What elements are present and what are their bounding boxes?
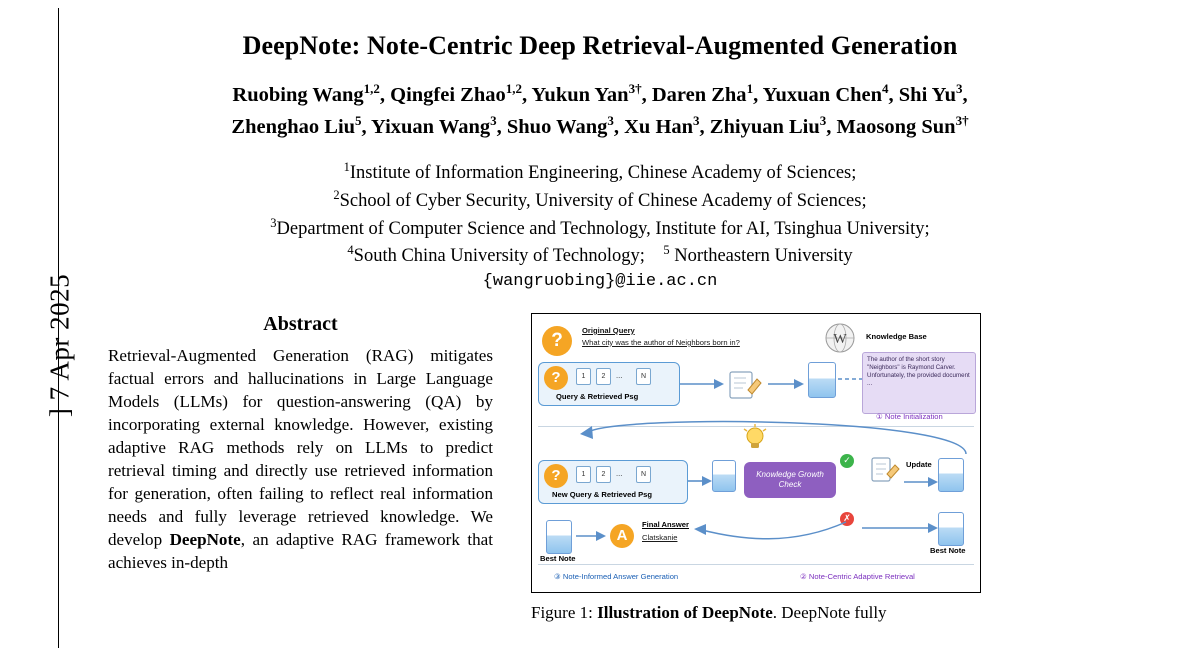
arrow-llm-to-note-1 bbox=[768, 374, 804, 394]
affiliation: $^1$Institute of Information Engineering, Chinese Academy of Sciences; bbox=[343, 160, 857, 184]
abstract-part-2: , an adaptive RAG framework that achieves in-depth bbox=[108, 529, 493, 572]
affiliation-list bbox=[70, 159, 1130, 269]
query-retrieved-label: Query & Retrieved Psg bbox=[556, 391, 639, 401]
passage-ellipsis: ... bbox=[616, 370, 623, 380]
best-note-beaker-right bbox=[938, 512, 964, 546]
new-passage-chip-n: N bbox=[636, 466, 651, 483]
figure-divider-2 bbox=[538, 564, 974, 565]
new-query-retrieved-label: New Query & Retrieved Psg bbox=[552, 489, 653, 499]
arxiv-stamp-text: ] 7 Apr 2025 bbox=[44, 273, 75, 418]
author: Yixuan Wang$^3$ bbox=[371, 112, 497, 138]
knowledge-base-icon bbox=[824, 322, 856, 359]
svg-text:W: W bbox=[833, 331, 847, 347]
best-note-label-right: Best Note bbox=[930, 545, 966, 555]
arrow-bestnote-to-answer bbox=[576, 528, 606, 544]
author: Qingfei Zhao$^{1,2}$ bbox=[390, 81, 522, 107]
author: Ruobing Wang$^{1,2}$ bbox=[232, 81, 380, 107]
paper-page bbox=[70, 0, 1130, 648]
arrow-to-best-note-right bbox=[862, 520, 938, 536]
two-column-body bbox=[70, 313, 1130, 624]
new-passage-chip-2: 2 bbox=[596, 466, 611, 483]
author: Xu Han$^3$ bbox=[624, 112, 700, 138]
arrow-fail-to-answer bbox=[632, 510, 852, 546]
passage-chip-2: 2 bbox=[596, 368, 611, 385]
author-list: Ruobing Wang$^{1,2}$, Qingfei Zhao$^{1,2}$, Yukun Yan$^{3\dagger}$, Daren Zha$^1$, Yuxuan Chen$^4$, Shi Yu$^3$, Zhenghao Liu$^5$, Yixuan Wang$^3$, Shuo Wang$^3$, Xu Han$^3$, Zhiyuan Liu$^3$, Maosong Sun$^{3\dagger}$ bbox=[231, 81, 969, 138]
best-note-beaker-left bbox=[546, 520, 572, 554]
affiliation: $^4$South China University of Technology; $^5$ Northeastern University bbox=[347, 243, 853, 267]
arrow-update-to-note bbox=[904, 474, 938, 490]
figure-caption-label: Figure 1: bbox=[531, 602, 593, 622]
passage-chip-n: N bbox=[636, 368, 651, 385]
question-mark-icon-3: ? bbox=[544, 464, 568, 488]
abstract-text bbox=[108, 345, 493, 575]
abstract-part-1: Retrieval-Augmented Generation (RAG) mitigates factual errors and hallucinations in Large Language Models (LLMs) for question-answering (QA) by incorporating external knowledge. However, existing adaptive RAG methods rely on LLMs to predict retrieval timing and directly use retrieved information for generation, often failing to reflect real information needs and fully leverage retrieved knowledge. We develop bbox=[108, 345, 493, 549]
author: Yukun Yan$^{3\dagger}$ bbox=[531, 81, 642, 107]
best-note-label-left: Best Note bbox=[540, 553, 576, 563]
knowledge-base-label: Knowledge Base bbox=[866, 331, 927, 341]
question-mark-icon-2: ? bbox=[544, 366, 568, 390]
question-mark-icon-1: ? bbox=[542, 326, 572, 356]
author: Zhiyuan Liu$^3$ bbox=[709, 112, 827, 138]
right-column bbox=[531, 313, 981, 624]
passage-chip-1: 1 bbox=[576, 368, 591, 385]
knowledge-growth-check: Knowledge Growth Check bbox=[744, 462, 836, 498]
figure-caption-rest: . DeepNote fully bbox=[772, 602, 887, 622]
arrow-newquery-to-note bbox=[688, 472, 712, 490]
new-passage-chip-1: 1 bbox=[576, 466, 591, 483]
step-2-label: ② Note-Centric Adaptive Retrieval bbox=[800, 571, 915, 581]
step-1-label: ① Note Initialization bbox=[876, 411, 943, 421]
original-query-label: Original Query bbox=[582, 325, 635, 335]
growth-fail-icon: ✗ bbox=[840, 512, 854, 526]
figure-caption bbox=[531, 602, 981, 624]
author: Zhenghao Liu$^5$ bbox=[231, 112, 362, 138]
arxiv-stamp bbox=[10, 0, 75, 648]
arrow-query-to-llm bbox=[680, 374, 724, 394]
knowledge-note-card: The author of the short story "Neighbors" is Raymond Carver. Unfortunately, the provided document ... bbox=[862, 352, 976, 414]
author: Shi Yu$^3$ bbox=[898, 81, 963, 107]
affiliation: $^3$Department of Computer Science and Technology, Institute for AI, Tsinghua University; bbox=[270, 215, 930, 239]
author: Maosong Sun$^{3\dagger}$ bbox=[836, 112, 969, 138]
note-beaker-1 bbox=[808, 362, 836, 398]
step-3-label: ③ Note-Informed Answer Generation bbox=[554, 571, 679, 581]
contact-email: {wangruobing}@iie.ac.cn bbox=[482, 271, 718, 291]
page-title: DeepNote: Note-Centric Deep Retrieval-Augmented Generation bbox=[242, 31, 958, 60]
final-answer-label: Final Answer bbox=[642, 519, 689, 529]
affiliation: $^2$School of Cyber Security, University of Chinese Academy of Sciences; bbox=[333, 187, 867, 212]
answer-badge: A bbox=[610, 524, 634, 548]
original-query-text: What city was the author of Neighbors born in? bbox=[582, 337, 740, 347]
llm-writer-icon bbox=[724, 366, 764, 407]
left-column bbox=[108, 313, 493, 624]
abstract-bold-term: DeepNote bbox=[169, 529, 241, 549]
abstract-heading: Abstract bbox=[263, 312, 338, 335]
growth-ok-icon: ✓ bbox=[840, 454, 854, 468]
figure-1 bbox=[531, 313, 981, 593]
final-answer-value: Clatskanie bbox=[642, 532, 678, 542]
new-passage-ellipsis: ... bbox=[616, 468, 623, 478]
feedback-loop-arrow bbox=[562, 410, 972, 466]
author: Shuo Wang$^3$ bbox=[506, 112, 614, 138]
author: Yuxuan Chen$^4$ bbox=[762, 81, 889, 107]
update-label: Update bbox=[906, 459, 932, 469]
figure-caption-bold: Illustration of DeepNote bbox=[597, 602, 773, 622]
author: Daren Zha$^1$ bbox=[651, 81, 754, 107]
